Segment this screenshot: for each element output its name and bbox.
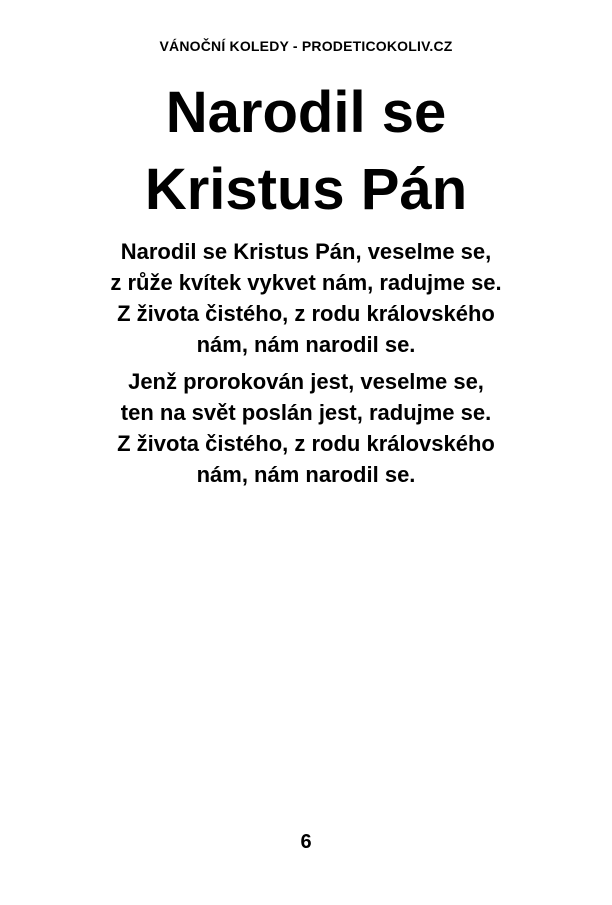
song-title-line-2: Kristus Pán	[144, 157, 468, 222]
verse-2-line-2: ten na svět poslán jest, radujme se.	[120, 400, 492, 425]
verse-1-line-2: z růže kvítek vykvet nám, radujme se.	[110, 270, 502, 295]
verse-1	[0, 236, 612, 360]
verse-2-line-4: nám, nám narodil se.	[196, 462, 416, 487]
verse-2-line-1: Jenž prorokován jest, veselme se,	[128, 369, 484, 394]
song-title	[0, 74, 612, 228]
page-number: 6	[300, 831, 312, 853]
verse-1-line-3: Z života čistého, z rodu královského	[117, 301, 495, 326]
running-header: VÁNOČNÍ KOLEDY - PRODETICOKOLIV.CZ	[159, 38, 453, 54]
song-title-line-1: Narodil se	[165, 80, 447, 145]
verse-1-line-1: Narodil se Kristus Pán, veselme se,	[120, 239, 492, 264]
verse-1-line-4: nám, nám narodil se.	[196, 332, 416, 357]
verse-2	[0, 366, 612, 490]
verse-2-line-3: Z života čistého, z rodu královského	[117, 431, 495, 456]
